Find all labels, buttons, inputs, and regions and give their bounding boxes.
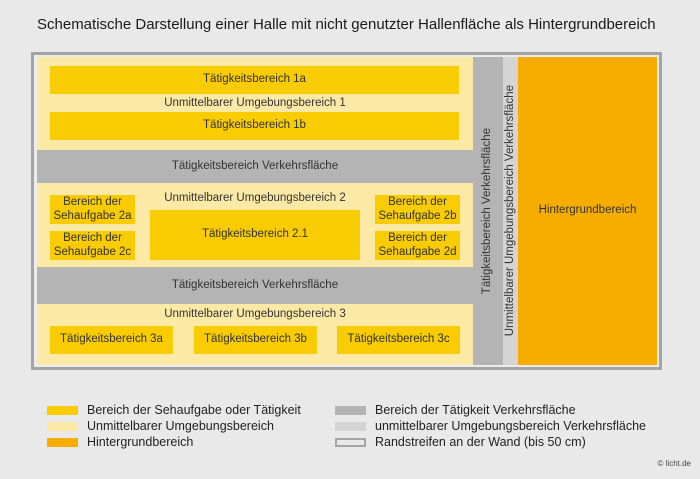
surrounding-area-2-label: Unmittelbarer Umgebungsbereich 2 — [164, 192, 346, 205]
legend-swatch — [47, 438, 78, 447]
legend-left — [47, 402, 301, 450]
surrounding-area-1-label-row — [37, 96, 473, 112]
task-area-2-1 — [150, 210, 360, 260]
visual-task-area-2d-label: Bereich der Sehaufgabe 2d — [378, 232, 457, 258]
task-area-3c — [337, 326, 460, 354]
visual-task-area-2b-label: Bereich der Sehaufgabe 2b — [378, 196, 457, 222]
surrounding-area-2-label-row — [150, 191, 360, 207]
traffic-area-1 — [37, 150, 473, 183]
visual-task-area-2a — [50, 195, 135, 224]
visual-task-area-2d — [375, 231, 460, 260]
task-area-3a-label: Tätigkeitsbereich 3a — [60, 333, 163, 346]
legend-item — [335, 434, 646, 450]
task-area-1b-label: Tätigkeitsbereich 1b — [203, 119, 306, 132]
traffic-area-vertical-label: Tätigkeitsbereich Verkehrsfläche — [481, 127, 494, 295]
visual-task-area-2c — [50, 231, 135, 260]
legend-item — [47, 402, 301, 418]
legend-label: unmittelbarer Umgebungsbereich Verkehrsfläche — [375, 419, 646, 433]
background-area-label: Hintergrundbereich — [538, 204, 637, 217]
legend-item — [335, 402, 646, 418]
legend-item — [47, 434, 301, 450]
visual-task-area-2a-label: Bereich der Sehaufgabe 2a — [53, 196, 132, 222]
legend-right — [335, 402, 646, 450]
legend-swatch — [335, 406, 366, 415]
task-area-3b-label: Tätigkeitsbereich 3b — [204, 333, 307, 346]
task-area-1b — [50, 112, 459, 140]
task-area-1a — [50, 66, 459, 94]
traffic-area-2 — [37, 267, 473, 304]
traffic-area-vertical — [473, 57, 503, 365]
legend-label: Randstreifen an der Wand (bis 50 cm) — [375, 435, 586, 449]
legend-swatch — [47, 422, 78, 431]
copyright-credit: © licht.de — [657, 459, 691, 468]
surrounding-area-1-label: Unmittelbarer Umgebungsbereich 1 — [164, 97, 346, 110]
background-area — [518, 57, 657, 365]
legend-label: Hintergrundbereich — [87, 435, 194, 449]
legend-swatch — [335, 438, 366, 447]
legend-label: Bereich der Tätigkeit Verkehrsfläche — [375, 403, 576, 417]
task-area-1a-label: Tätigkeitsbereich 1a — [203, 73, 306, 86]
task-area-3c-label: Tätigkeitsbereich 3c — [347, 333, 450, 346]
legend-item — [47, 418, 301, 434]
surrounding-area-3-label: Unmittelbarer Umgebungsbereich 3 — [164, 308, 346, 321]
visual-task-area-2b — [375, 195, 460, 224]
task-area-3a — [50, 326, 173, 354]
legend-swatch — [47, 406, 78, 415]
surrounding-area-3-label-row — [37, 307, 473, 323]
task-area-3b — [194, 326, 317, 354]
legend-item — [335, 418, 646, 434]
traffic-surrounding-vertical-label: Unmittelbarer Umgebungsbereich Verkehrsfläche — [503, 85, 516, 337]
traffic-area-2-label: Tätigkeitsbereich Verkehrsfläche — [171, 278, 339, 291]
legend-swatch — [335, 422, 366, 431]
legend-label: Bereich der Sehaufgabe oder Tätigkeit — [87, 403, 301, 417]
legend-label: Unmittelbarer Umgebungsbereich — [87, 419, 274, 433]
page-title: Schematische Darstellung einer Halle mit nicht genutzter Hallenfläche als Hintergrundbereich — [37, 16, 656, 33]
traffic-area-1-label: Tätigkeitsbereich Verkehrsfläche — [171, 159, 339, 172]
task-area-2-1-label: Tätigkeitsbereich 2.1 — [201, 228, 309, 241]
traffic-surrounding-vertical — [503, 57, 518, 365]
visual-task-area-2c-label: Bereich der Sehaufgabe 2c — [53, 232, 132, 258]
